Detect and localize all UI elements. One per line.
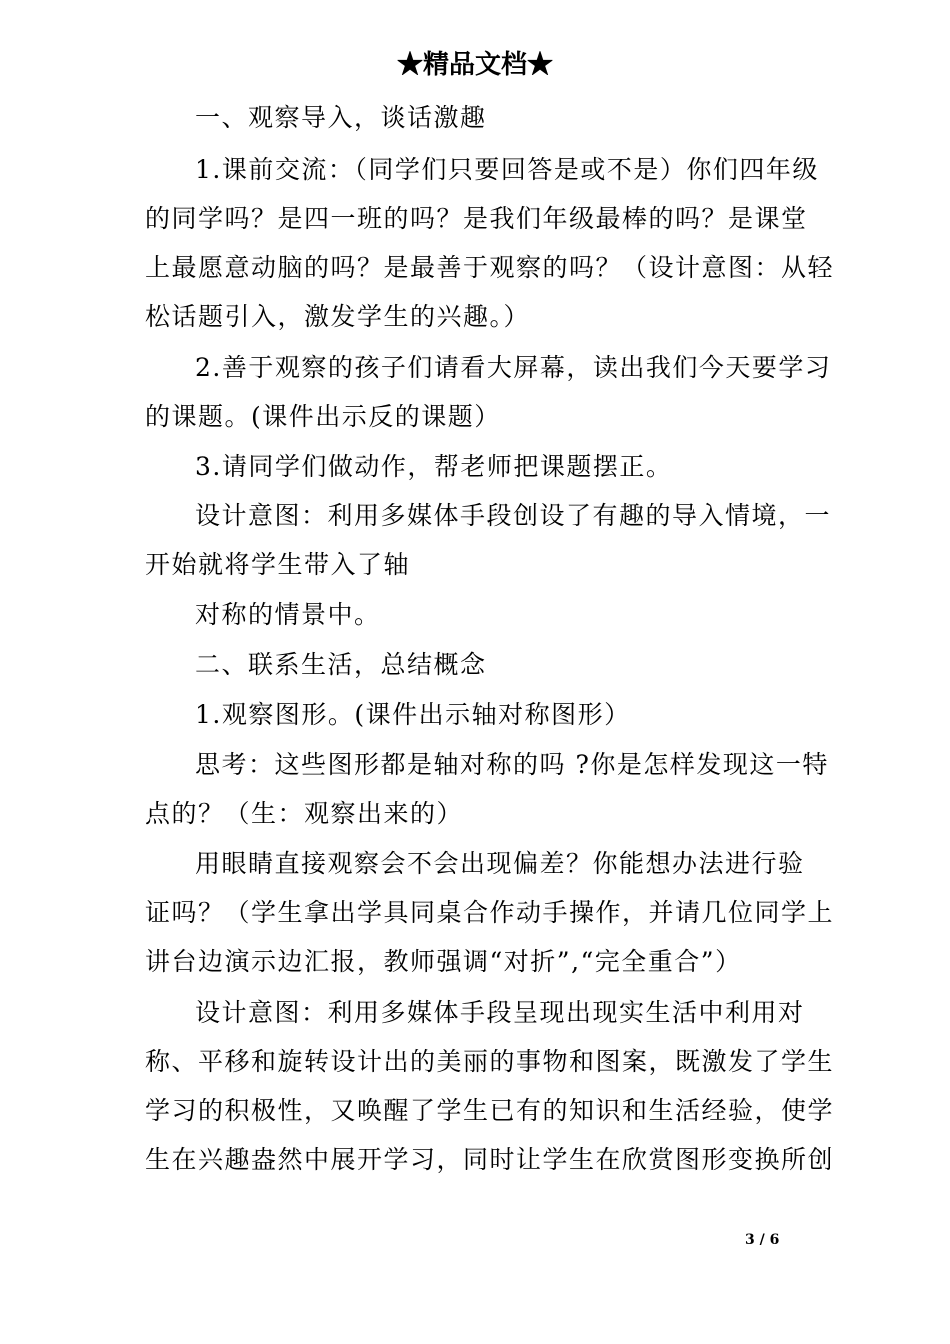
paragraph-line: 1.课前交流：（同学们只要回答是或不是）你们四年级 (195, 155, 819, 184)
paragraph-line: 开始就将学生带入了轴 (145, 550, 411, 579)
paragraph-line: 生在兴趣盎然中展开学习，同时让学生在欣赏图形变换所创 (145, 1145, 835, 1174)
paragraph-line: 设计意图：利用多媒体手段呈现出现实生活中利用对 (195, 998, 805, 1027)
paragraph-line: 设计意图：利用多媒体手段创设了有趣的导入情境，一 (195, 501, 832, 530)
paragraph-line: 对称的情景中。 (195, 600, 381, 629)
paragraph-line: 证吗？（学生拿出学具同桌合作动手操作，并请几位同学上 (145, 898, 835, 927)
document-header-title: ★精品文档★ (396, 50, 553, 80)
paragraph-line: 的同学吗？是四一班的吗？是我们年级最棒的吗？是课堂 (145, 204, 808, 233)
paragraph-line: 用眼睛直接观察会不会出现偏差？你能想办法进行验 (195, 849, 805, 878)
paragraph-line: 的课题。(课件出示反的课题） (145, 402, 501, 431)
paragraph-line: 讲台边演示边汇报，教师强调“对折”,“完全重合”） (145, 947, 742, 976)
paragraph-line: 称、平移和旋转设计出的美丽的事物和图案，既激发了学生 (145, 1047, 835, 1076)
paragraph-line: 2.善于观察的孩子们请看大屏幕，读出我们今天要学习 (195, 353, 832, 382)
paragraph-line: 上最愿意动脑的吗？是最善于观察的吗？（设计意图：从轻 (145, 253, 835, 282)
paragraph-line: 3.请同学们做动作，帮老师把课题摆正。 (195, 452, 673, 481)
paragraph-line: 学习的积极性，又唤醒了学生已有的知识和生活经验，使学 (145, 1096, 835, 1125)
paragraph-line: 1.观察图形。(课件出示轴对称图形） (195, 700, 631, 729)
paragraph-line: 思考：这些图形都是轴对称的吗 ?你是怎样发现这一特 (195, 750, 829, 779)
section-heading: 二、联系生活，总结概念 (195, 650, 487, 679)
paragraph-line: 点的？（生：观察出来的） (145, 799, 464, 828)
page-number: 3 / 6 (745, 1232, 780, 1248)
paragraph-line: 松话题引入，激发学生的兴趣。） (145, 302, 531, 331)
section-heading: 一、观察导入，谈话激趣 (195, 103, 487, 132)
